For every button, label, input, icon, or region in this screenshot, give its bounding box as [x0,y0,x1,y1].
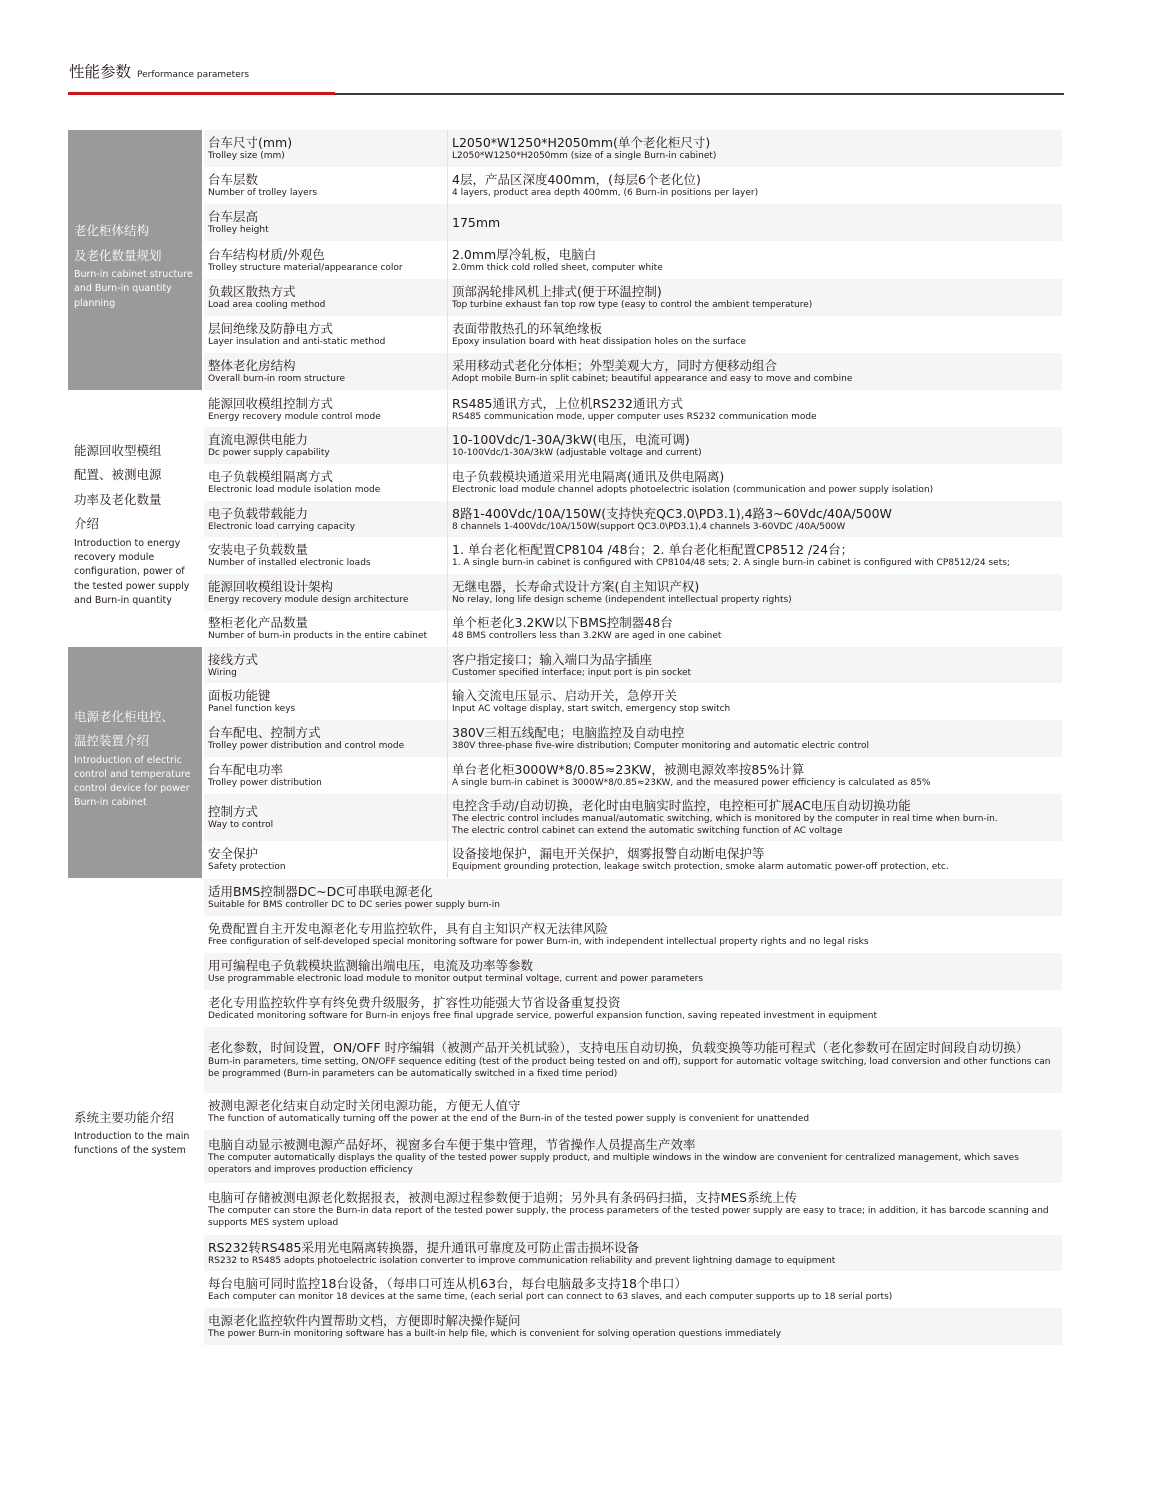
page-title [69,60,249,82]
param-value-en: 1. A single burn-in cabinet is configured with CP8104/48 sets; 2. A single burn-in cabinet is configured with CP8512/24 sets; [452,558,1010,568]
param-name-en: Trolley structure material/appearance color [208,262,403,273]
section-label [68,391,202,646]
param-name-en: Energy recovery module design architecture [208,595,409,605]
param-name-zh: 能源回收模组控制方式 [208,395,334,411]
param-name-en: Wiring [208,667,237,678]
param-name-zh: 整体老化房结构 [208,358,296,373]
param-value-zh: 单个柜老化3.2KW以下BMS控制器48台 [452,615,673,630]
table-row [204,720,1062,757]
function-en: The computer automatically displays the quality of the tested power supply product, and multiple windows in the window are convenient for centralized management, which saves operators and improves production efficiency [208,1153,1019,1175]
param-value-en: No relay, long life design scheme (independent intellectual property rights) [452,595,792,605]
table-row [204,167,1062,204]
param-value-zh: 4层，产品区深度400mm，(每层6个老化位) [452,172,701,187]
table-row [204,464,1062,501]
function-zh: 电源老化监控软件内置帮助文档，方便即时解决操作疑问 [208,1313,521,1328]
param-value-en: Epoxy insulation board with heat dissipation holes on the surface [452,337,746,347]
param-name-en: Trolley height [208,225,269,235]
param-value-zh: 输入交流电压显示、启动开关，急停开关 [452,688,678,703]
param-name-en: Load area cooling method [208,300,326,310]
table-row [204,647,1062,683]
list-item [204,1130,1062,1183]
param-name-en: Trolley size (mm) [208,151,285,161]
page-title-zh: 性能参数 [69,63,132,81]
table-row [204,391,1062,427]
section-electric-control [68,647,1062,878]
list-item [204,1271,1062,1308]
section-system-functions [68,879,1062,1345]
param-name-zh: 电子负载带载能力 [208,505,309,521]
param-name-en: Electronic load module isolation mode [208,485,381,495]
param-name-zh: 电子负载模组隔离方式 [208,469,334,484]
param-name-zh: 安装电子负载数量 [208,542,309,557]
function-zh: 老化参数，时间设置，ON/OFF 时序编辑（被测产品开关机试验），支持电压自动切换，负载变换等功能可程式（老化参数可在固定时间段自动切换） [208,1040,1029,1055]
param-value-en: RS485 communication mode, upper computer uses RS232 communication mode [452,411,817,422]
section-label-zh: 及老化数量规划 [74,247,162,263]
function-en: Burn-in parameters, time setting, ON/OFF sequence editing (test of the product being tested on and off), support for automatic voltage switching, load conversion and other functions can be programmed (Burn-in parameters can be automatically switched in a fixed time period) [208,1057,1051,1079]
table-row [204,841,1062,878]
param-name-zh: 台车结构材质/外观色 [208,246,325,262]
section-label-en: Introduction to energy recovery module configuration, power of the tested power supply and Burn-in quantity [74,537,190,606]
param-name-en: Trolley power distribution and control mode [208,741,405,751]
param-value-en: Adopt mobile Burn-in split cabinet; beautiful appearance and easy to move and combine [452,374,853,384]
param-value-zh: 1. 单台老化柜配置CP8104 /48台；2. 单台老化柜配置CP8512 /24台； [452,542,854,557]
section-label-zh: 温控装置介绍 [74,733,150,749]
list-item [204,1093,1062,1130]
function-en: The power Burn-in monitoring software has a built-in help file, which is convenient for solving operation questions immediately [208,1329,782,1339]
section-cabinet-structure [68,130,1062,390]
table-row [204,241,1062,279]
param-name-zh: 整柜老化产品数量 [208,615,309,630]
param-value-zh: 380V三相五线配电；电脑监控及自动电控 [452,725,685,740]
function-en: Suitable for BMS controller DC to DC series power supply burn-in [208,900,500,910]
param-value-en: Customer specified interface; input port is pin socket [452,667,692,678]
param-value-zh: 8路1-400Vdc/10A/150W(支持快充QC3.0\PD3.1),4路3~60Vdc/40A/500W [452,505,892,521]
function-zh: 免费配置自主开发电源老化专用监控软件，具有自主知识产权无法律风险 [208,921,609,936]
section-label [68,647,202,878]
list-item [204,1183,1062,1235]
param-value-en: Electronic load module channel adopts photoelectric isolation (communication and power supply isolation) [452,485,934,495]
section-label-zh: 老化柜体结构 [74,223,150,239]
table-row [204,204,1062,241]
table-row [204,279,1062,316]
param-value-zh: 顶部涡轮排风机上排式(便于环温控制) [452,284,662,299]
page-title-en: Performance parameters [137,70,250,80]
function-en: Free configuration of self-developed special monitoring software for power Burn-in, with independent intellectual property rights and no legal risks [208,937,869,947]
param-name-zh: 控制方式 [208,804,259,819]
param-name-en: Number of trolley layers [208,188,318,198]
param-value-en: 380V three-phase five-wire distribution; Computer monitoring and automatic electric control [452,741,870,751]
table-row [204,611,1062,646]
param-name-zh: 直流电源供电能力 [208,432,309,447]
param-value-en: 8 channels 1-400Vdc/10A/150W(support QC3.0\PD3.1),4 channels 3-60VDC /40A/500W [452,521,846,532]
param-value-en: Equipment grounding protection, leakage switch protection, smoke alarm automatic power-off protection, etc. [452,862,949,872]
section-label [68,879,202,1345]
param-value-zh: 采用移动式老化分体柜；外型美观大方，同时方便移动组合 [452,358,778,373]
param-value-zh: 表面带散热孔的环氧绝缘板 [452,321,603,336]
title-rule [335,93,1064,95]
param-name-zh: 负载区散热方式 [208,284,296,299]
param-name-en: Energy recovery module control mode [208,411,381,422]
param-name-en: Panel function keys [208,704,296,714]
param-value-zh: 设备接地保护，漏电开关保护，烟雾报警自动断电保护等 [452,846,765,861]
param-name-zh: 能源回收模组设计架构 [208,579,334,594]
function-en: Use programmable electronic load module to monitor output terminal voltage, current and power parameters [208,974,704,984]
section-label-zh: 能源回收型模组 [74,442,162,458]
table-row [204,794,1062,841]
section-label-en: Burn-in cabinet structure and Burn-in quantity planning [74,269,193,309]
table-row [204,427,1062,464]
param-value-en: Input AC voltage display, start switch, emergency stop switch [452,704,731,714]
param-value-en: 2.0mm thick cold rolled sheet, computer white [452,262,663,273]
param-name-zh: 安全保护 [208,846,259,861]
param-value-en: 48 BMS controllers less than 3.2KW are aged in one cabinet [452,631,722,641]
function-en: The function of automatically turning off the power at the end of the Burn-in of the tested power supply is convenient for unattended [208,1114,810,1124]
param-name-en: Number of burn-in products in the entire cabinet [208,631,428,641]
function-en: Dedicated monitoring software for Burn-in enjoys free final upgrade service, powerful expansion function, saving repeated investment in equipment [208,1011,877,1021]
list-item [204,953,1062,990]
param-name-zh: 台车尺寸(mm) [208,135,293,150]
section-label-en: Introduction to the main functions of the system [74,1131,190,1157]
function-zh: 被测电源老化结束自动定时关闭电源功能，方便无人值守 [208,1098,521,1113]
param-value-zh: 10-100Vdc/1-30A/3kW(电压，电流可调) [452,432,690,447]
section-label-zh: 介绍 [74,516,100,532]
param-value-zh: 单台老化柜3000W*8/0.85≈23KW，被测电源效率按85%计算 [452,762,805,777]
table-row [204,757,1062,794]
param-name-en: Trolley power distribution [208,778,322,788]
section-label [68,130,202,390]
param-value-en: The electric control cabinet can extend the automatic switching function of AC voltage [452,826,843,836]
param-name-en: Number of installed electronic loads [208,558,371,568]
table-row [204,683,1062,720]
param-name-en: Way to control [208,820,274,830]
table-row [204,501,1062,537]
param-name-zh: 台车配电、控制方式 [208,725,321,740]
list-item [204,879,1062,916]
param-name-en: Layer insulation and anti-static method [208,337,386,347]
table-row [204,353,1062,390]
param-value-en: The electric control includes manual/automatic switching, which is monitored by the computer in real time when burn-in. [452,814,998,824]
section-label-en: Introduction of electric control and temperature control device for power Burn-in cabinet [74,754,191,809]
function-zh: 老化专用监控软件享有终免费升级服务，扩容性功能强大节省设备重复投资 [208,995,621,1010]
param-value-en: 10-100Vdc/1-30A/3kW (adjustable voltage and current) [452,448,702,458]
function-zh: 每台电脑可同时监控18台设备，（每串口可连从机63台，每台电脑最多支持18个串口） [208,1276,687,1291]
param-name-en: Dc power supply capability [208,448,330,458]
section-energy-recovery [68,391,1062,646]
table-row [204,130,1062,167]
list-item [204,1235,1062,1271]
param-name-zh: 台车层高 [208,209,259,224]
param-value-zh: 无继电器，长寿命式设计方案(自主知识产权) [452,579,700,594]
param-value-zh: 175mm [452,215,501,230]
param-value-zh: RS485通讯方式，上位机RS232通讯方式 [452,395,683,411]
section-label-zh: 系统主要功能介绍 [74,1109,175,1125]
function-zh: 适用BMS控制器DC~DC可串联电源老化 [208,884,433,899]
param-value-zh: 电控含手动/自动切换，老化时由电脑实时监控，电控柜可扩展AC电压自动切换功能 [452,798,911,813]
param-name-zh: 接线方式 [208,651,259,667]
list-item [204,1308,1062,1345]
function-en: The computer can store the Burn-in data report of the tested power supply, the process parameters of the tested power supply are easy to trace; in addition, it has barcode scanning and supports MES system upload [208,1205,1049,1228]
param-value-en: A single burn-in cabinet is 3000W*8/0.85≈23KW, and the measured power efficiency is calculated as 85% [452,778,931,788]
param-value-zh: 电子负载模块通道采用光电隔离(通讯及供电隔离) [452,469,725,484]
function-zh: RS232转RS485采用光电隔离转换器，提升通讯可靠度及可防止雷击损坏设备 [208,1239,639,1255]
param-value-en: L2050*W1250*H2050mm (size of a single Burn-in cabinet) [452,151,717,161]
list-item [204,916,1062,953]
param-name-zh: 面板功能键 [208,688,271,703]
param-name-en: Safety protection [208,862,286,872]
list-item [204,1027,1062,1093]
function-zh: 电脑自动显示被测电源产品好坏，视窗多台车便于集中管理，节省操作人员提高生产效率 [208,1137,696,1152]
section-label-zh: 配置、被测电源 [74,467,162,483]
param-value-en: Top turbine exhaust fan top row type (easy to control the ambient temperature) [452,300,813,310]
param-name-zh: 台车配电功率 [208,762,284,777]
param-name-en: Electronic load carrying capacity [208,521,356,532]
param-value-zh: L2050*W1250*H2050mm(单个老化柜尺寸) [452,135,711,150]
title-rule-accent [68,92,335,95]
param-name-en: Overall burn-in room structure [208,374,345,384]
table-row [204,574,1062,611]
param-value-zh: 2.0mm厚冷轧板，电脑白 [452,246,597,262]
param-name-zh: 层间绝缘及防静电方式 [208,321,334,336]
function-en: Each computer can monitor 18 devices at the same time, (each serial port can connect to 63 slaves, and each computer supports up to 18 serial ports) [208,1292,893,1302]
section-label-zh: 电源老化柜电控、 [74,708,175,724]
function-zh: 电脑可存储被测电源老化数据报表，被测电源过程参数便于追朔；另外具有条码码扫描，支持MES系统上传 [208,1189,798,1205]
table-row [204,316,1062,353]
function-en: RS232 to RS485 adopts photoelectric isolation converter to improve communication reliability and prevent lightning damage to equipment [208,1255,836,1266]
section-label-zh: 功率及老化数量 [74,491,162,507]
param-value-en: 4 layers, product area depth 400mm, (6 Burn-in positions per layer) [452,188,759,198]
list-item [204,990,1062,1027]
param-value-zh: 客户指定接口；输入端口为品字插座 [452,651,653,667]
table-row [204,537,1062,574]
function-zh: 用可编程电子负载模块监测输出端电压，电流及功率等参数 [208,958,534,973]
param-name-zh: 台车层数 [208,172,259,187]
